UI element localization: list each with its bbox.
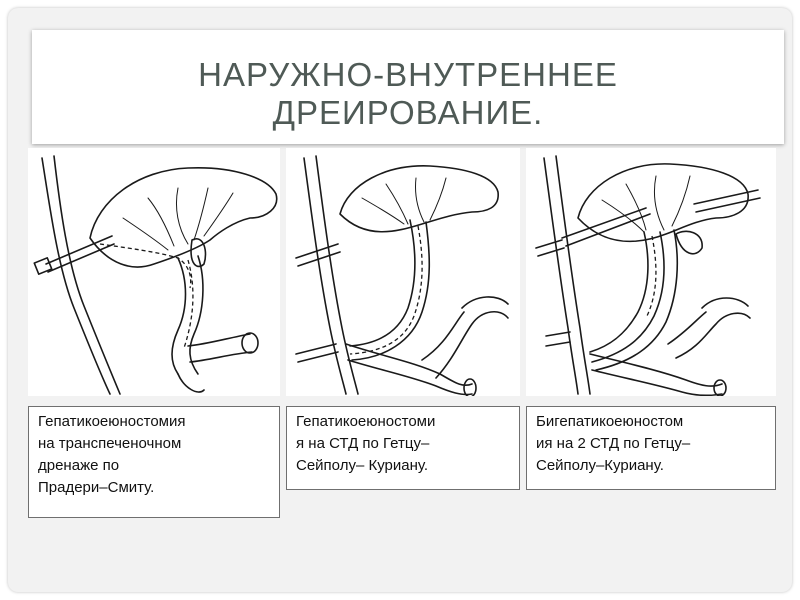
caption-bihepatic-goetz: Бигепатикоеюностом ия на 2 СТД по Гетцу– Сейполу–Куриану. [526, 406, 776, 490]
caption-praderi-smith: Гепатикоеюностомия на транспеченочном дренаже по Прадери–Смиту. [28, 406, 280, 518]
illustration-two-transhepatic-drains [526, 148, 776, 396]
caption-goetz-seypol-kurian: Гепатикоеюностоми я на СТД по Гетцу– Сейполу– Куриану. [286, 406, 520, 490]
figure-bihepatic-goetz-seypol-kurian [526, 148, 776, 396]
slide-title [32, 56, 784, 132]
figure-goetz-seypol-kurian [286, 148, 520, 396]
illustration-transhepatic-drain [286, 148, 520, 396]
slide [8, 8, 792, 592]
illustration-transhepatic-drain [28, 148, 280, 396]
title-line-1: НАРУЖНО-ВНУТРЕННЕЕ [198, 56, 618, 93]
title-line-2: ДРЕИРОВАНИЕ. [272, 94, 544, 131]
figure-praderi-smith [28, 148, 280, 396]
title-box [32, 30, 784, 144]
